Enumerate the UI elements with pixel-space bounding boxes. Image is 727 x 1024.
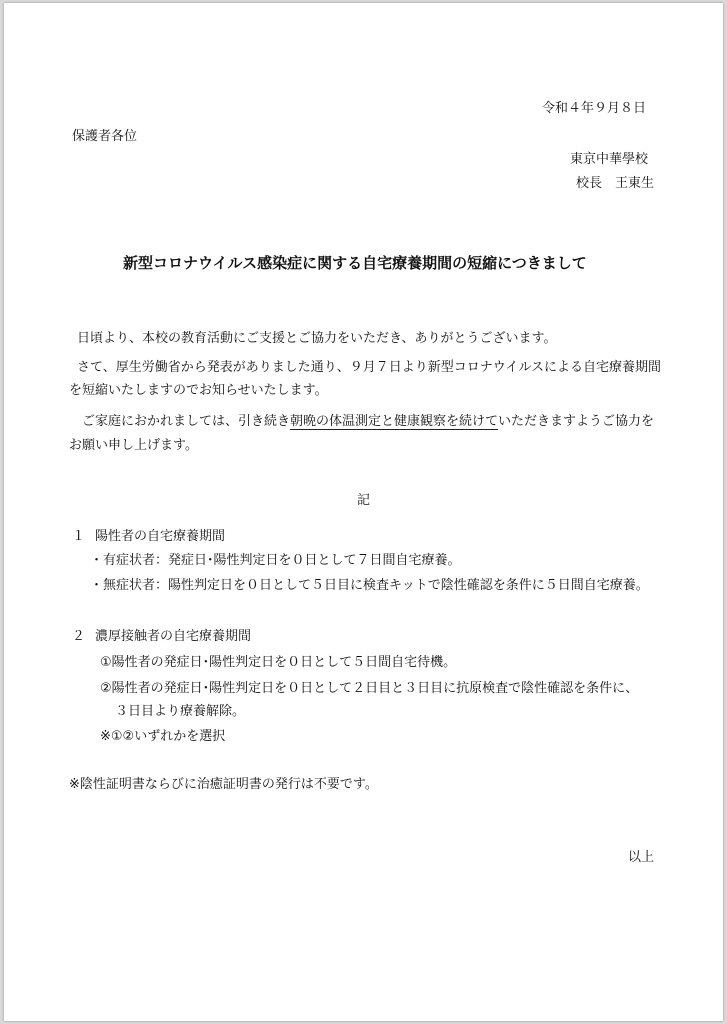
school-name: 東京中華學校 [570, 152, 649, 167]
section-1-heading: 陽性者の自宅療養期間 [95, 529, 226, 544]
paragraph-greeting: 日頃より、本校の教育活動にご支援とご協力をいただき、ありがとうございます。 [77, 331, 557, 346]
section-1-item-symptomatic: ・有症状者：発症日･陽性判定日を０日として７日間自宅療養。 [90, 553, 461, 568]
section-2-choice-note: ※①②いずれかを選択 [100, 729, 226, 744]
section-2-number: ２ [72, 629, 86, 644]
note-heading: 記 [357, 493, 371, 508]
section-2-option-1: ①陽性者の発症日･陽性判定日を０日として５日間自宅待機。 [100, 655, 457, 670]
document-page [4, 3, 723, 1021]
underlined-phrase: 朝晩の体温測定と健康観察を続けて [290, 414, 499, 429]
document-date: 令和４年９月８日 [542, 101, 647, 116]
page-title: 新型コロナウイルス感染症に関する自宅療養期間の短縮につきまして [123, 254, 587, 272]
recipient: 保護者各位 [72, 129, 138, 144]
footnote: ※陰性証明書ならびに治癒証明書の発行は不要です。 [69, 777, 378, 792]
section-1-item-asymptomatic: ・無症状者：陽性判定日を０日として５日目に検査キットで陰性確認を条件に５日間自宅療養。 [90, 578, 649, 593]
section-2-heading: 濃厚接触者の自宅療養期間 [95, 629, 252, 644]
paragraph-announcement-line2: を短縮いたしますのでお知らせいたします。 [69, 383, 328, 398]
section-2-option-2-line1: ②陽性者の発症日･陽性判定日を０日として２日目と３日目に抗原検査で陰性確認を条件に、 [100, 681, 639, 696]
paragraph-request-line1: ご家庭におかれましては、引き続き朝晩の体温測定と健康観察を続けていただきますようご協力を [82, 414, 655, 429]
paragraph-request-line2: お願い申し上げます。 [69, 438, 198, 453]
section-1-number: １ [72, 529, 86, 544]
principal-name: 校長 王東生 [576, 176, 655, 191]
section-2-option-2-line2: ３日目より療養解除。 [115, 704, 246, 719]
paragraph-announcement-line1: さて、厚生労働省から発表がありました通り、９月７日より新型コロナウイルスによる自宅療養期間 [77, 360, 661, 375]
closing-mark: 以上 [628, 850, 655, 865]
